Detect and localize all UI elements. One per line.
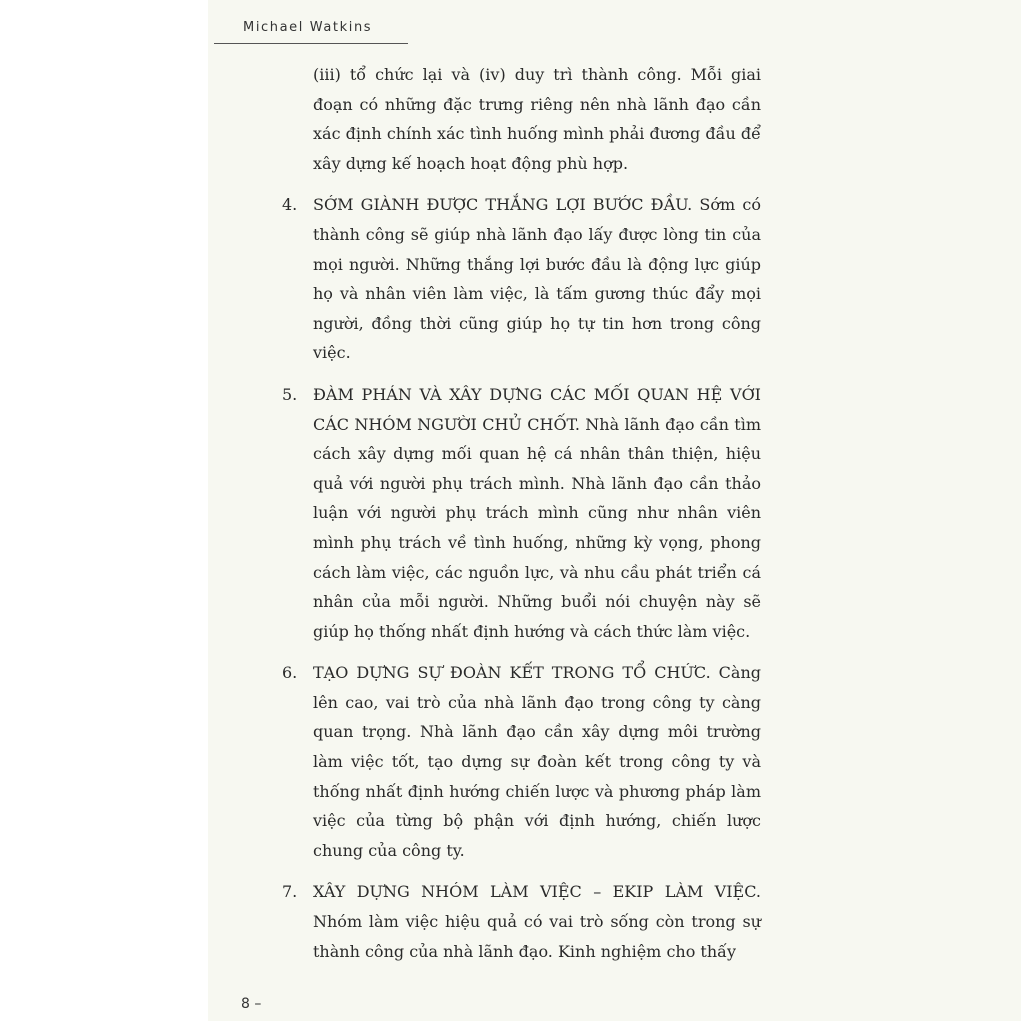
list-item-7 [282,877,761,966]
list-item-text: XÂY DỰNG NHÓM LÀM VIỆC – EKIP LÀM VIỆC. Nhóm làm việc hiệu quả có vai trò sống còn trong sự thành công của nhà lãnh đạo. Kinh nghiệm cho thấy [313,882,761,961]
list-item-text: SỚM GIÀNH ĐƯỢC THẮNG LỢI BƯỚC ĐẦU. Sớm có thành công sẽ giúp nhà lãnh đạo lấy được lòng tin của mọi người. Những thắng lợi bước đầu là động lực giúp họ và nhân viên làm việc, là tấm gương thúc đẩy mọi người, đồng thời cũng giúp họ tự tin hơn trong công việc. [313,195,761,363]
intro-paragraph: (iii) tổ chức lại và (iv) duy trì thành công. Mỗi giai đoạn có những đặc trưng riêng nên nhà lãnh đạo cần xác định chính xác tình huống mình phải đương đầu để xây dựng kế hoạch hoạt động phù hợp. [313,65,761,173]
header-rule [214,43,408,44]
page-body [282,60,761,966]
list-item-number: 6. [282,663,298,683]
list-item-text: TẠO DỰNG SỰ ĐOÀN KẾT TRONG TỔ CHỨC. Càng lên cao, vai trò của nhà lãnh đạo trong công ty càng quan trọng. Nhà lãnh đạo cần xây dựng môi trường làm việc tốt, tạo dựng sự đoàn kết trong công ty và thống nhất định hướng chiến lược và phương pháp làm việc của từng bộ phận với định hướng, chiến lược chung của công ty. [313,663,761,860]
list-item-6 [282,658,761,865]
page-number: 8 – [241,996,262,1012]
running-header-author: Michael Watkins [243,20,373,35]
list-item-4 [282,190,761,368]
list-item-5 [282,380,761,646]
list-item-number: 4. [282,195,298,215]
list-item-number: 5. [282,384,298,404]
list-item-text: ĐÀM PHÁN VÀ XÂY DỰNG CÁC MỐI QUAN HỆ VỚI CÁC NHÓM NGƯỜI CHỦ CHỐT. Nhà lãnh đạo cần tìm cách xây dựng mối quan hệ cá nhân thân thiện, hiệu quả với người phụ trách mình. Nhà lãnh đạo cần thảo luận với người phụ trách mình cũng như nhân viên mình phụ trách về tình huống, những kỳ vọng, phong cách làm việc, các nguồn lực, và nhu cầu phát triển cá nhân của mỗi người. Những buổi nói chuyện này sẽ giúp họ thống nhất định hướng và cách thức làm việc. [313,384,761,641]
list-item-number: 7. [282,882,298,902]
